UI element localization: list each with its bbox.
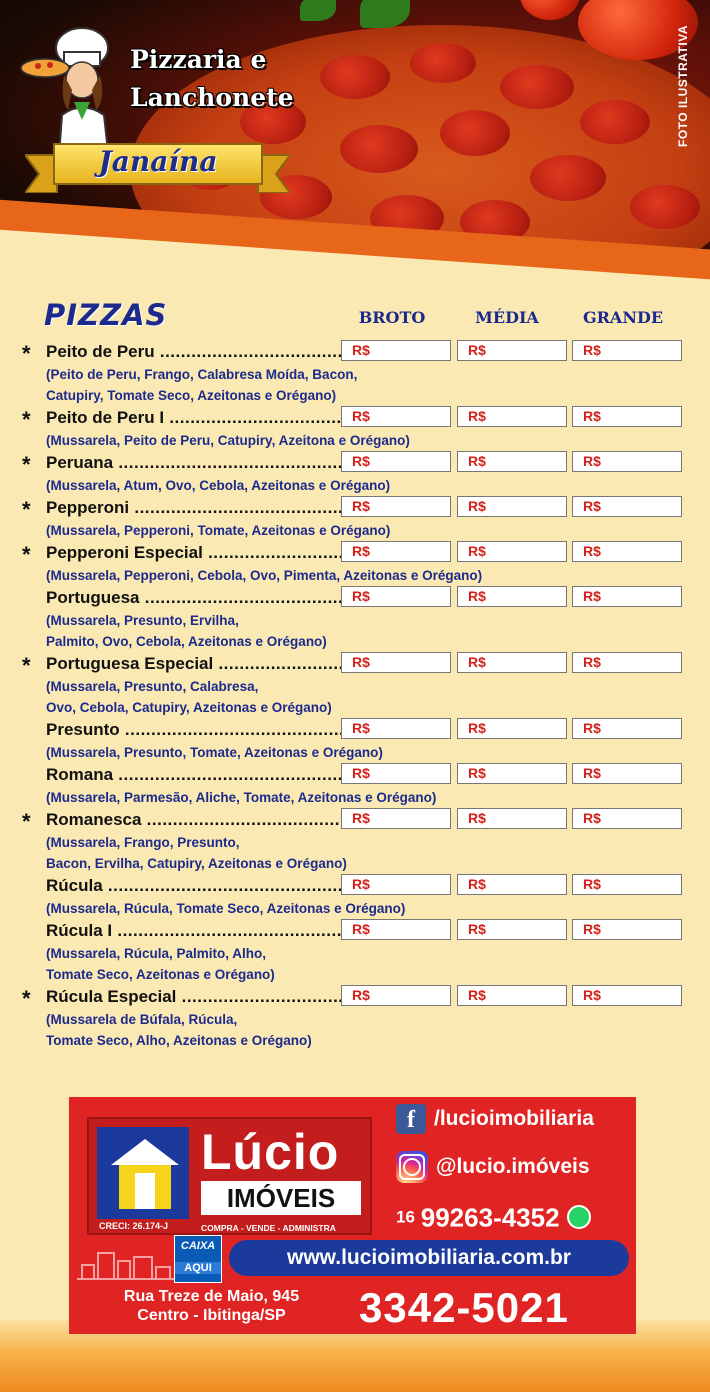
- price-field-grande[interactable]: R$: [572, 985, 682, 1006]
- item-name: Romana .....: [46, 764, 342, 786]
- item-name: Portuguesa .....: [46, 587, 342, 609]
- item-description: (Mussarela, Pepperoni, Tomate, Azeitonas e Orégano): [46, 523, 391, 538]
- item-description: (Mussarela, Presunto, Calabresa,: [46, 679, 259, 694]
- item-description: Catupiry, Tomate Seco, Azeitonas e Orégano): [46, 388, 337, 403]
- phone-number: 99263-4352: [420, 1202, 560, 1233]
- star-icon: *: [22, 452, 31, 477]
- item-name: Presunto .....: [46, 719, 342, 741]
- facebook-icon: f: [396, 1104, 426, 1134]
- item-name: Peito de Peru I .....: [46, 407, 342, 429]
- ad-creci: CRECI: 26.174-J: [99, 1221, 169, 1231]
- price-field-grande[interactable]: R$: [572, 919, 682, 940]
- star-icon: *: [22, 986, 31, 1011]
- section-title: PIZZAS: [44, 298, 168, 332]
- star-icon: *: [22, 542, 31, 567]
- star-icon: *: [22, 809, 31, 834]
- column-grande: GRANDE: [582, 308, 664, 327]
- price-field-broto[interactable]: R$: [341, 985, 451, 1006]
- price-field-broto[interactable]: R$: [341, 406, 451, 427]
- star-icon: *: [22, 497, 31, 522]
- price-field-broto[interactable]: R$: [341, 586, 451, 607]
- price-field-grande[interactable]: R$: [572, 340, 682, 361]
- star-icon: *: [22, 341, 31, 366]
- landline-number[interactable]: 3342-5021: [359, 1284, 569, 1331]
- price-field-media[interactable]: R$: [457, 718, 567, 739]
- item-description: (Peito de Peru, Frango, Calabresa Moída, Bacon,: [46, 367, 358, 382]
- price-field-media[interactable]: R$: [457, 496, 567, 517]
- item-name: Rúcula I .....: [46, 920, 342, 942]
- website-link[interactable]: www.lucioimobiliaria.com.br: [229, 1240, 629, 1276]
- facebook-link[interactable]: [396, 1103, 594, 1135]
- item-description: (Mussarela, Peito de Peru, Catupiry, Azeitona e Orégano): [46, 433, 410, 448]
- item-name: Peito de Peru .....: [46, 341, 342, 363]
- ad-brand: Lúcio: [201, 1124, 340, 1180]
- item-description: (Mussarela, Rúcula, Palmito, Alho,: [46, 946, 267, 961]
- address: [89, 1287, 334, 1325]
- item-name: Peruana .....: [46, 452, 342, 474]
- item-description: Palmito, Ovo, Cebola, Azeitonas e Orégano): [46, 634, 327, 649]
- address-line-2: Centro - Ibitinga/SP: [137, 1307, 286, 1324]
- price-field-grande[interactable]: R$: [572, 406, 682, 427]
- price-field-broto[interactable]: R$: [341, 718, 451, 739]
- item-description: Ovo, Cebola, Catupiry, Azeitonas e Orégano): [46, 700, 332, 715]
- item-name: Rúcula .....: [46, 875, 342, 897]
- item-description: Tomate Seco, Alho, Azeitonas e Orégano): [46, 1033, 312, 1048]
- price-field-broto[interactable]: R$: [341, 496, 451, 517]
- address-line-1: Rua Treze de Maio, 945: [123, 1288, 300, 1305]
- price-field-broto[interactable]: R$: [341, 874, 451, 895]
- price-field-media[interactable]: R$: [457, 451, 567, 472]
- advertisement: [69, 1097, 636, 1334]
- price-field-grande[interactable]: R$: [572, 451, 682, 472]
- ad-logo: [87, 1117, 372, 1235]
- price-field-broto[interactable]: R$: [341, 652, 451, 673]
- price-field-media[interactable]: R$: [457, 340, 567, 361]
- star-icon: *: [22, 407, 31, 432]
- price-field-media[interactable]: R$: [457, 919, 567, 940]
- photo-note: FOTO ILUSTRATIVA: [676, 25, 690, 147]
- price-field-broto[interactable]: R$: [341, 451, 451, 472]
- skyline-icon: [77, 1252, 177, 1280]
- price-field-media[interactable]: R$: [457, 763, 567, 784]
- price-field-broto[interactable]: R$: [341, 340, 451, 361]
- instagram-handle: @lucio.imóveis: [436, 1155, 590, 1178]
- brand-name: Janaína: [98, 145, 218, 178]
- price-field-media[interactable]: R$: [457, 541, 567, 562]
- item-description: (Mussarela, Presunto, Ervilha,: [46, 613, 239, 628]
- item-description: Bacon, Ervilha, Catupiry, Azeitonas e Orégano): [46, 856, 347, 871]
- star-icon: *: [22, 653, 31, 678]
- price-field-media[interactable]: R$: [457, 652, 567, 673]
- price-field-broto[interactable]: R$: [341, 919, 451, 940]
- price-field-grande[interactable]: R$: [572, 808, 682, 829]
- item-name: Rúcula Especial .....: [46, 986, 342, 1008]
- price-field-grande[interactable]: R$: [572, 496, 682, 517]
- price-field-media[interactable]: R$: [457, 808, 567, 829]
- item-name: Romanesca .....: [46, 809, 342, 831]
- ad-tagline: COMPRA - VENDE - ADMINISTRA: [201, 1223, 336, 1233]
- item-description: Tomate Seco, Azeitonas e Orégano): [46, 967, 275, 982]
- price-field-broto[interactable]: R$: [341, 808, 451, 829]
- phone-contact[interactable]: [396, 1201, 591, 1233]
- price-field-broto[interactable]: R$: [341, 763, 451, 784]
- item-description: (Mussarela, Rúcula, Tomate Seco, Azeitonas e Orégano): [46, 901, 406, 916]
- item-description: (Mussarela, Frango, Presunto,: [46, 835, 240, 850]
- brand-ribbon: [25, 143, 290, 193]
- caixa-label: CAIXA: [180, 1240, 216, 1252]
- item-description: (Mussarela, Pepperoni, Cebola, Ovo, Pimenta, Azeitonas e Orégano): [46, 568, 483, 583]
- brand-line-1: Pizzaria e: [130, 45, 267, 74]
- phone-prefix: 16: [396, 1207, 415, 1227]
- item-description: (Mussarela, Presunto, Tomate, Azeitonas e Orégano): [46, 745, 383, 760]
- price-field-grande[interactable]: R$: [572, 763, 682, 784]
- item-name: Pepperoni Especial .....: [46, 542, 342, 564]
- price-field-grande[interactable]: R$: [572, 874, 682, 895]
- caixa-aqui-badge: [174, 1235, 222, 1283]
- brand-line-2: Lanchonete: [130, 83, 294, 112]
- instagram-link[interactable]: [396, 1151, 590, 1183]
- column-media: MÉDIA: [475, 308, 539, 327]
- house-icon: [97, 1127, 189, 1219]
- item-description: (Mussarela de Búfala, Rúcula,: [46, 1012, 238, 1027]
- ad-subbrand: IMÓVEIS: [201, 1181, 361, 1215]
- price-field-grande[interactable]: R$: [572, 718, 682, 739]
- price-field-media[interactable]: R$: [457, 586, 567, 607]
- price-field-broto[interactable]: R$: [341, 541, 451, 562]
- item-description: (Mussarela, Parmesão, Aliche, Tomate, Azeitonas e Orégano): [46, 790, 437, 805]
- facebook-handle: /lucioimobiliaria: [434, 1107, 594, 1130]
- item-description: (Mussarela, Atum, Ovo, Cebola, Azeitonas e Orégano): [46, 478, 391, 493]
- price-field-grande[interactable]: R$: [572, 652, 682, 673]
- price-field-grande[interactable]: R$: [572, 586, 682, 607]
- price-field-media[interactable]: R$: [457, 985, 567, 1006]
- price-field-media[interactable]: R$: [457, 874, 567, 895]
- aqui-label: AQUI: [175, 1262, 221, 1274]
- column-broto: BROTO: [358, 308, 426, 327]
- price-field-grande[interactable]: R$: [572, 541, 682, 562]
- whatsapp-icon: [567, 1205, 591, 1229]
- item-name: Pepperoni .....: [46, 497, 342, 519]
- instagram-icon: [396, 1151, 428, 1183]
- item-name: Portuguesa Especial .....: [46, 653, 342, 675]
- price-field-media[interactable]: R$: [457, 406, 567, 427]
